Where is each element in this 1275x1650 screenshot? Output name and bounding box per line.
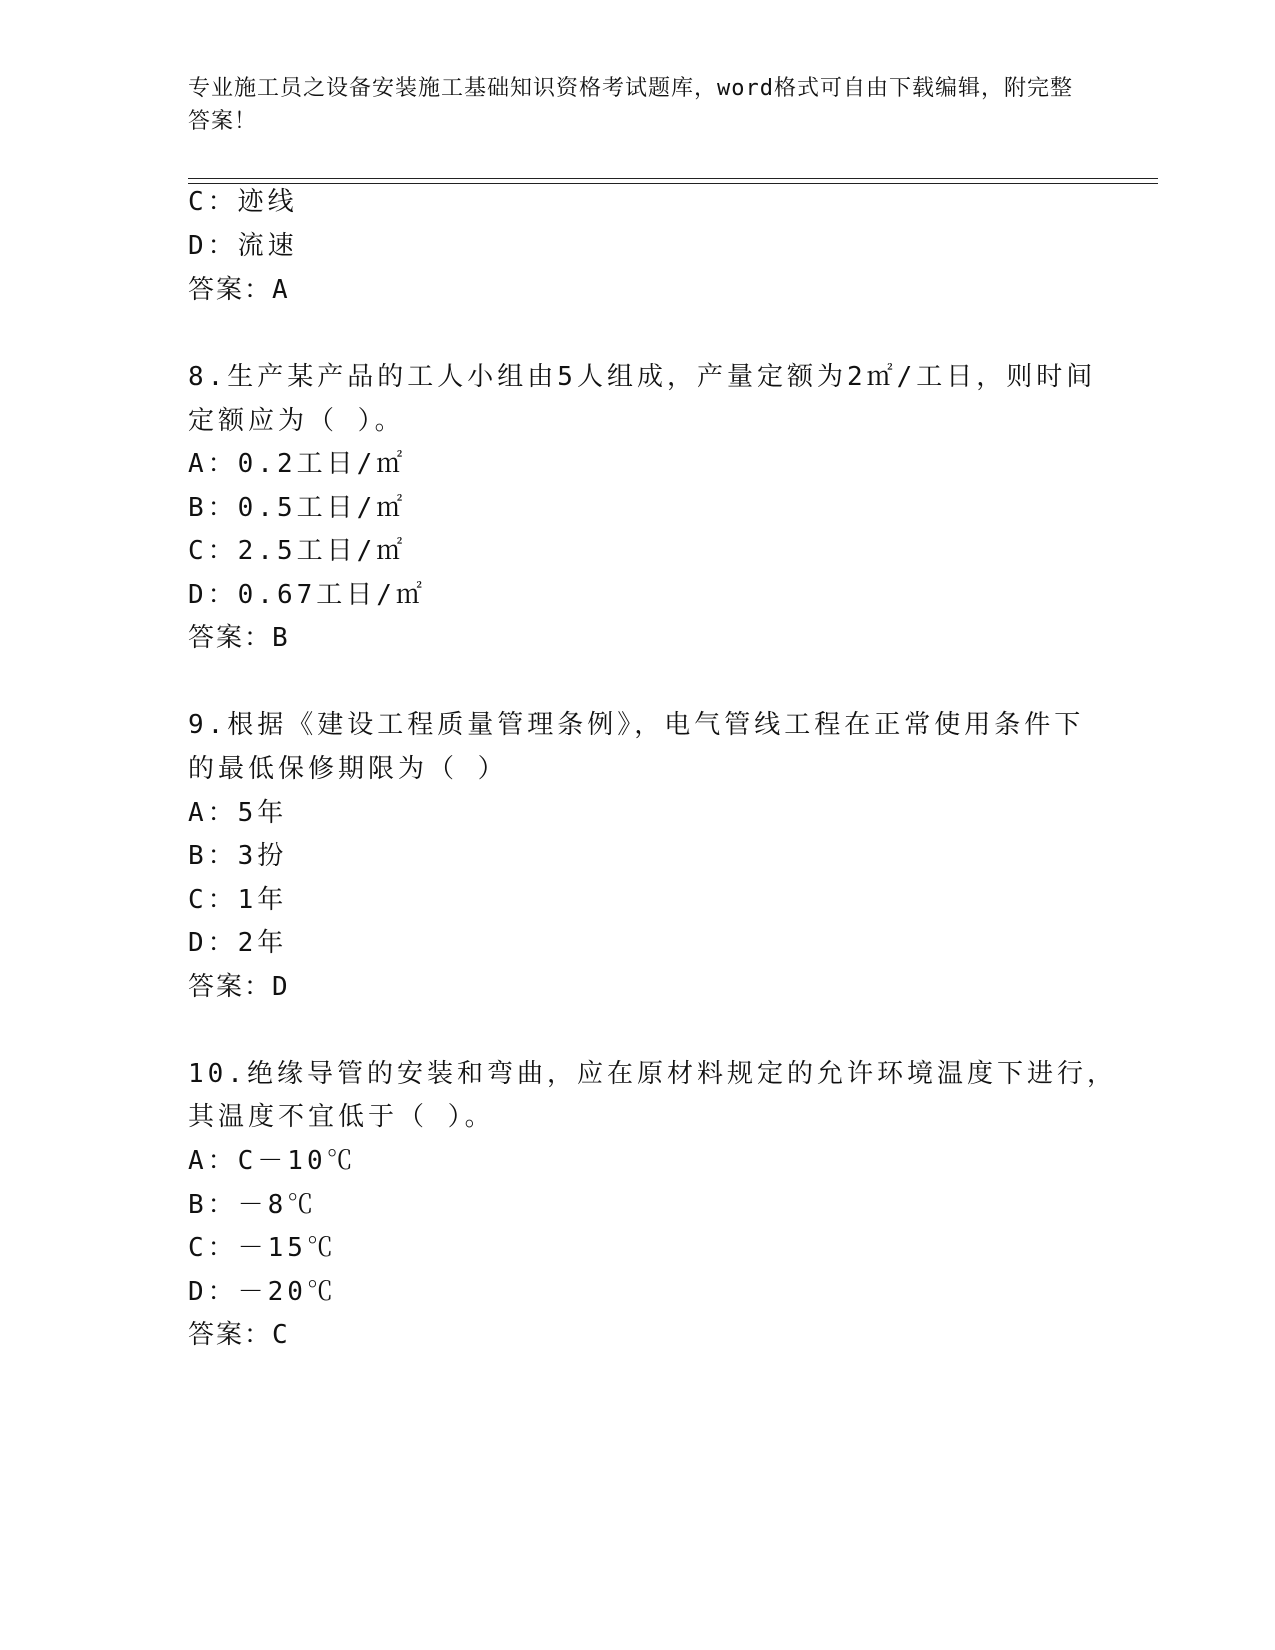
question-10-stem-line-2: 其温度不宜低于（ ）。 — [188, 1102, 495, 1132]
answer-line: 答案：A — [188, 275, 290, 305]
question-10-option-b: B：－8℃ — [188, 1190, 318, 1220]
question-8-stem-line-1: 8.生产某产品的工人小组由5人组成，产量定额为2㎡/工日，则时间 — [188, 362, 1097, 392]
question-9-answer: 答案：D — [188, 972, 290, 1002]
question-10-stem-line-1: 10.绝缘导管的安装和弯曲，应在原材料规定的允许环境温度下进行， — [188, 1059, 1117, 1089]
document-header: 专业施工员之设备安装施工基础知识资格考试题库，word格式可自由下载编辑，附完整答案！ — [188, 76, 1073, 134]
question-9-option-c: C：1年 — [188, 885, 288, 915]
option-c: C：迹线 — [188, 187, 298, 217]
question-8-answer: 答案：B — [188, 623, 290, 653]
header-divider-bottom — [188, 183, 1158, 184]
question-8-option-a: A：0.2工日/㎡ — [188, 449, 407, 479]
question-8-stem-line-2: 定额应为（ ）。 — [188, 406, 405, 436]
question-9-option-b: B：3扮 — [188, 841, 288, 871]
option-d: D：流速 — [188, 231, 298, 261]
question-9-option-d: D：2年 — [188, 928, 288, 958]
question-8-option-d: D：0.67工日/㎡ — [188, 580, 426, 610]
question-8-option-c: C：2.5工日/㎡ — [188, 536, 407, 566]
question-10-answer: 答案：C — [188, 1320, 290, 1350]
header-divider-top — [188, 178, 1158, 179]
question-9-stem-line-2: 的最低保修期限为（ ） — [188, 754, 508, 784]
question-10-option-c: C：－15℃ — [188, 1233, 337, 1263]
question-8-option-b: B：0.5工日/㎡ — [188, 493, 407, 523]
question-9-option-a: A：5年 — [188, 798, 288, 828]
question-10-option-d: D：－20℃ — [188, 1277, 337, 1307]
question-10-option-a: A：C－10℃ — [188, 1146, 357, 1176]
question-9-stem-line-1: 9.根据《建设工程质量管理条例》，电气管线工程在正常使用条件下 — [188, 710, 1085, 740]
